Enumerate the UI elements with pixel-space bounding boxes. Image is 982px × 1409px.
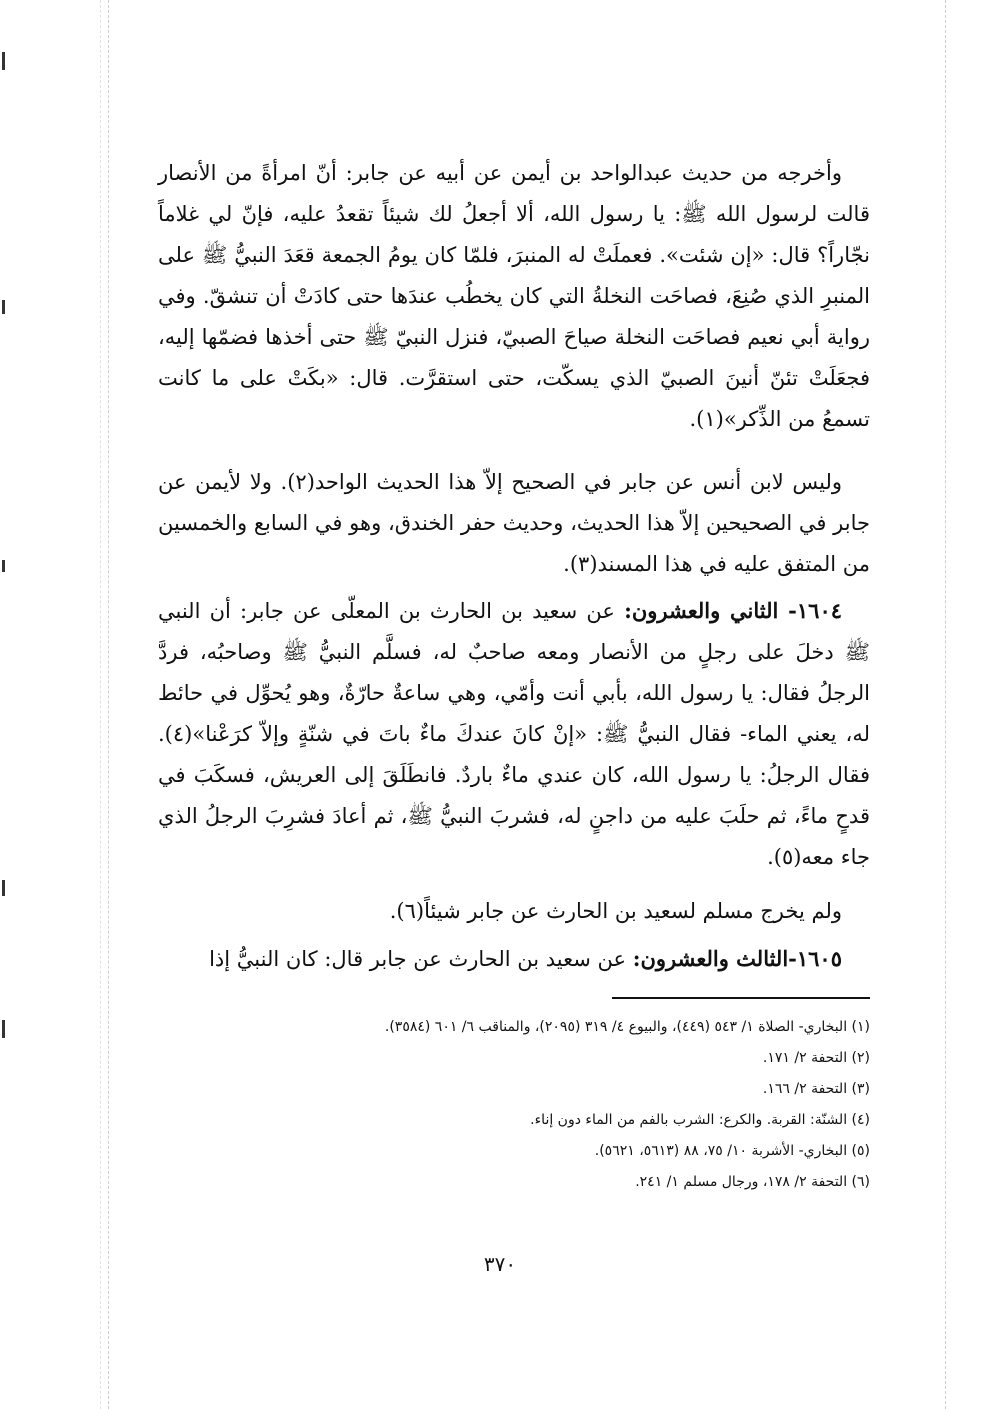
scan-guide-line (945, 0, 946, 1409)
footnote-separator (612, 997, 870, 999)
footnote-item: (١) البخاري- الصلاة ١/ ٥٤٣ (٤٤٩)، والبيوع ٤/ ٣١٩ (٢٠٩٥)، والمناقب ٦/ ٦٠١ (٣٥٨٤). (384, 1019, 870, 1035)
hadith-1605 (158, 938, 870, 980)
hadith-1604 (158, 590, 870, 878)
scan-edge-mark (2, 1020, 5, 1038)
footnote-item: (٥) البخاري- الأشربة ١٠/ ٧٥، ٨٨ (٥٦١٣، ٥٦٢١). (594, 1143, 870, 1159)
hadith-body: عن سعيد بن الحارث بن المعلّى عن جابر: أن النبي ﷺ دخلَ على رجلٍ من الأنصار ومعه صاحبٌ له، فسلَّم النبيُّ ﷺ وصاحبُه، فردَّ الرجلُ فقال: يا رسول الله، بأبي أنت وأمّي، وهي ساعةٌ حارّةٌ، وهو يُحوِّل في حائط له، يعني الماء- فقال النبيُّ ﷺ: «إنْ كانَ عندكَ ماءٌ باتَ في شنّةٍ وإلاّ كرَعْنا»(٤). فقال الرجلُ: يا رسول الله، كان عندي ماءٌ باردٌ. فانطَلَقَ إلى العريش، فسكَبَ في قدحٍ ماءً، ثم حلَبَ عليه من داجنٍ له، فشربَ النبيُّ ﷺ، ثم أعادَ فشرِبَ الرجلُ الذي جاء معه(٥). (158, 599, 870, 869)
scan-edge-mark (2, 560, 5, 572)
footnote-item: (٣) التحفة ٢/ ١٦٦. (762, 1081, 870, 1097)
paragraph-text: وأخرجه من حديث عبدالواحد بن أيمن عن أبيه عن جابر: أنّ امرأةً من الأنصار قالت لرسول الله ﷺ: يا رسول الله، ألا أجعلُ لك شيئاً تقعدُ عليه، فإنّ لي غلاماً نجّاراً؟ قال: «إن شئت». فعملَتْ له المنبرَ، فلمّا كان يومُ الجمعة قعَدَ النبيُّ ﷺ على المنبرِ الذي صُنِعَ، فصاحَت النخلةُ التي كان يخطُب عندَها حتى كادَتْ أن تنشقّ. وفي رواية أبي نعيم فصاحَت النخلة صياحَ الصبيّ، فنزل النبيّ ﷺ حتى أخذها فضمّها إليه، فجعَلَتْ تئنّ أنينَ الصبيّ الذي يسكّت، حتى استقرَّت. قال: «بكَتْ على ما كانت تسمعُ من الذِّكر»(١). (158, 161, 870, 431)
hadith-heading: ١٦٠٥-الثالث والعشرون: (632, 946, 842, 971)
footnote-item: (٢) التحفة ٢/ ١٧١. (762, 1050, 870, 1066)
paragraph-text: ولم يخرج مسلم لسعيد بن الحارث عن جابر شيئاً(٦). (389, 899, 842, 923)
hadith-heading: ١٦٠٤- الثاني والعشرون: (624, 598, 843, 623)
paragraph-text: وليس لابن أنس عن جابر في الصحيح إلاّ هذا الحديث الواحد(٢). ولا لأيمن عن جابر في الصحيحين إلاّ هذا الحديث، وحديث حفر الخندق، وهو في السابع والخمسين من المتفق عليه في هذا المسند(٣). (158, 470, 870, 576)
scan-guide-line (108, 0, 109, 1409)
body-paragraph-2 (158, 462, 870, 585)
page-number: ٣٧٠ (483, 1252, 517, 1276)
scan-guide-line (100, 0, 101, 1409)
body-paragraph-4 (158, 891, 870, 932)
hadith-body: عن سعيد بن الحارث عن جابر قال: كان النبيُّ إذا (209, 947, 633, 971)
footnote-item: (٦) التحفة ٢/ ١٧٨، ورجال مسلم ١/ ٢٤١. (635, 1174, 870, 1190)
scan-edge-mark (2, 300, 5, 314)
scan-edge-mark (2, 880, 5, 896)
footnotes (158, 1012, 870, 1198)
scan-edge-mark (2, 52, 5, 70)
footnote-item: (٤) الشنّة: القربة. والكرع: الشرب بالفم من الماء دون إناء. (530, 1112, 870, 1128)
hadith-paragraph (158, 590, 870, 878)
hadith-paragraph (158, 938, 870, 980)
body-paragraph-1 (158, 153, 870, 440)
